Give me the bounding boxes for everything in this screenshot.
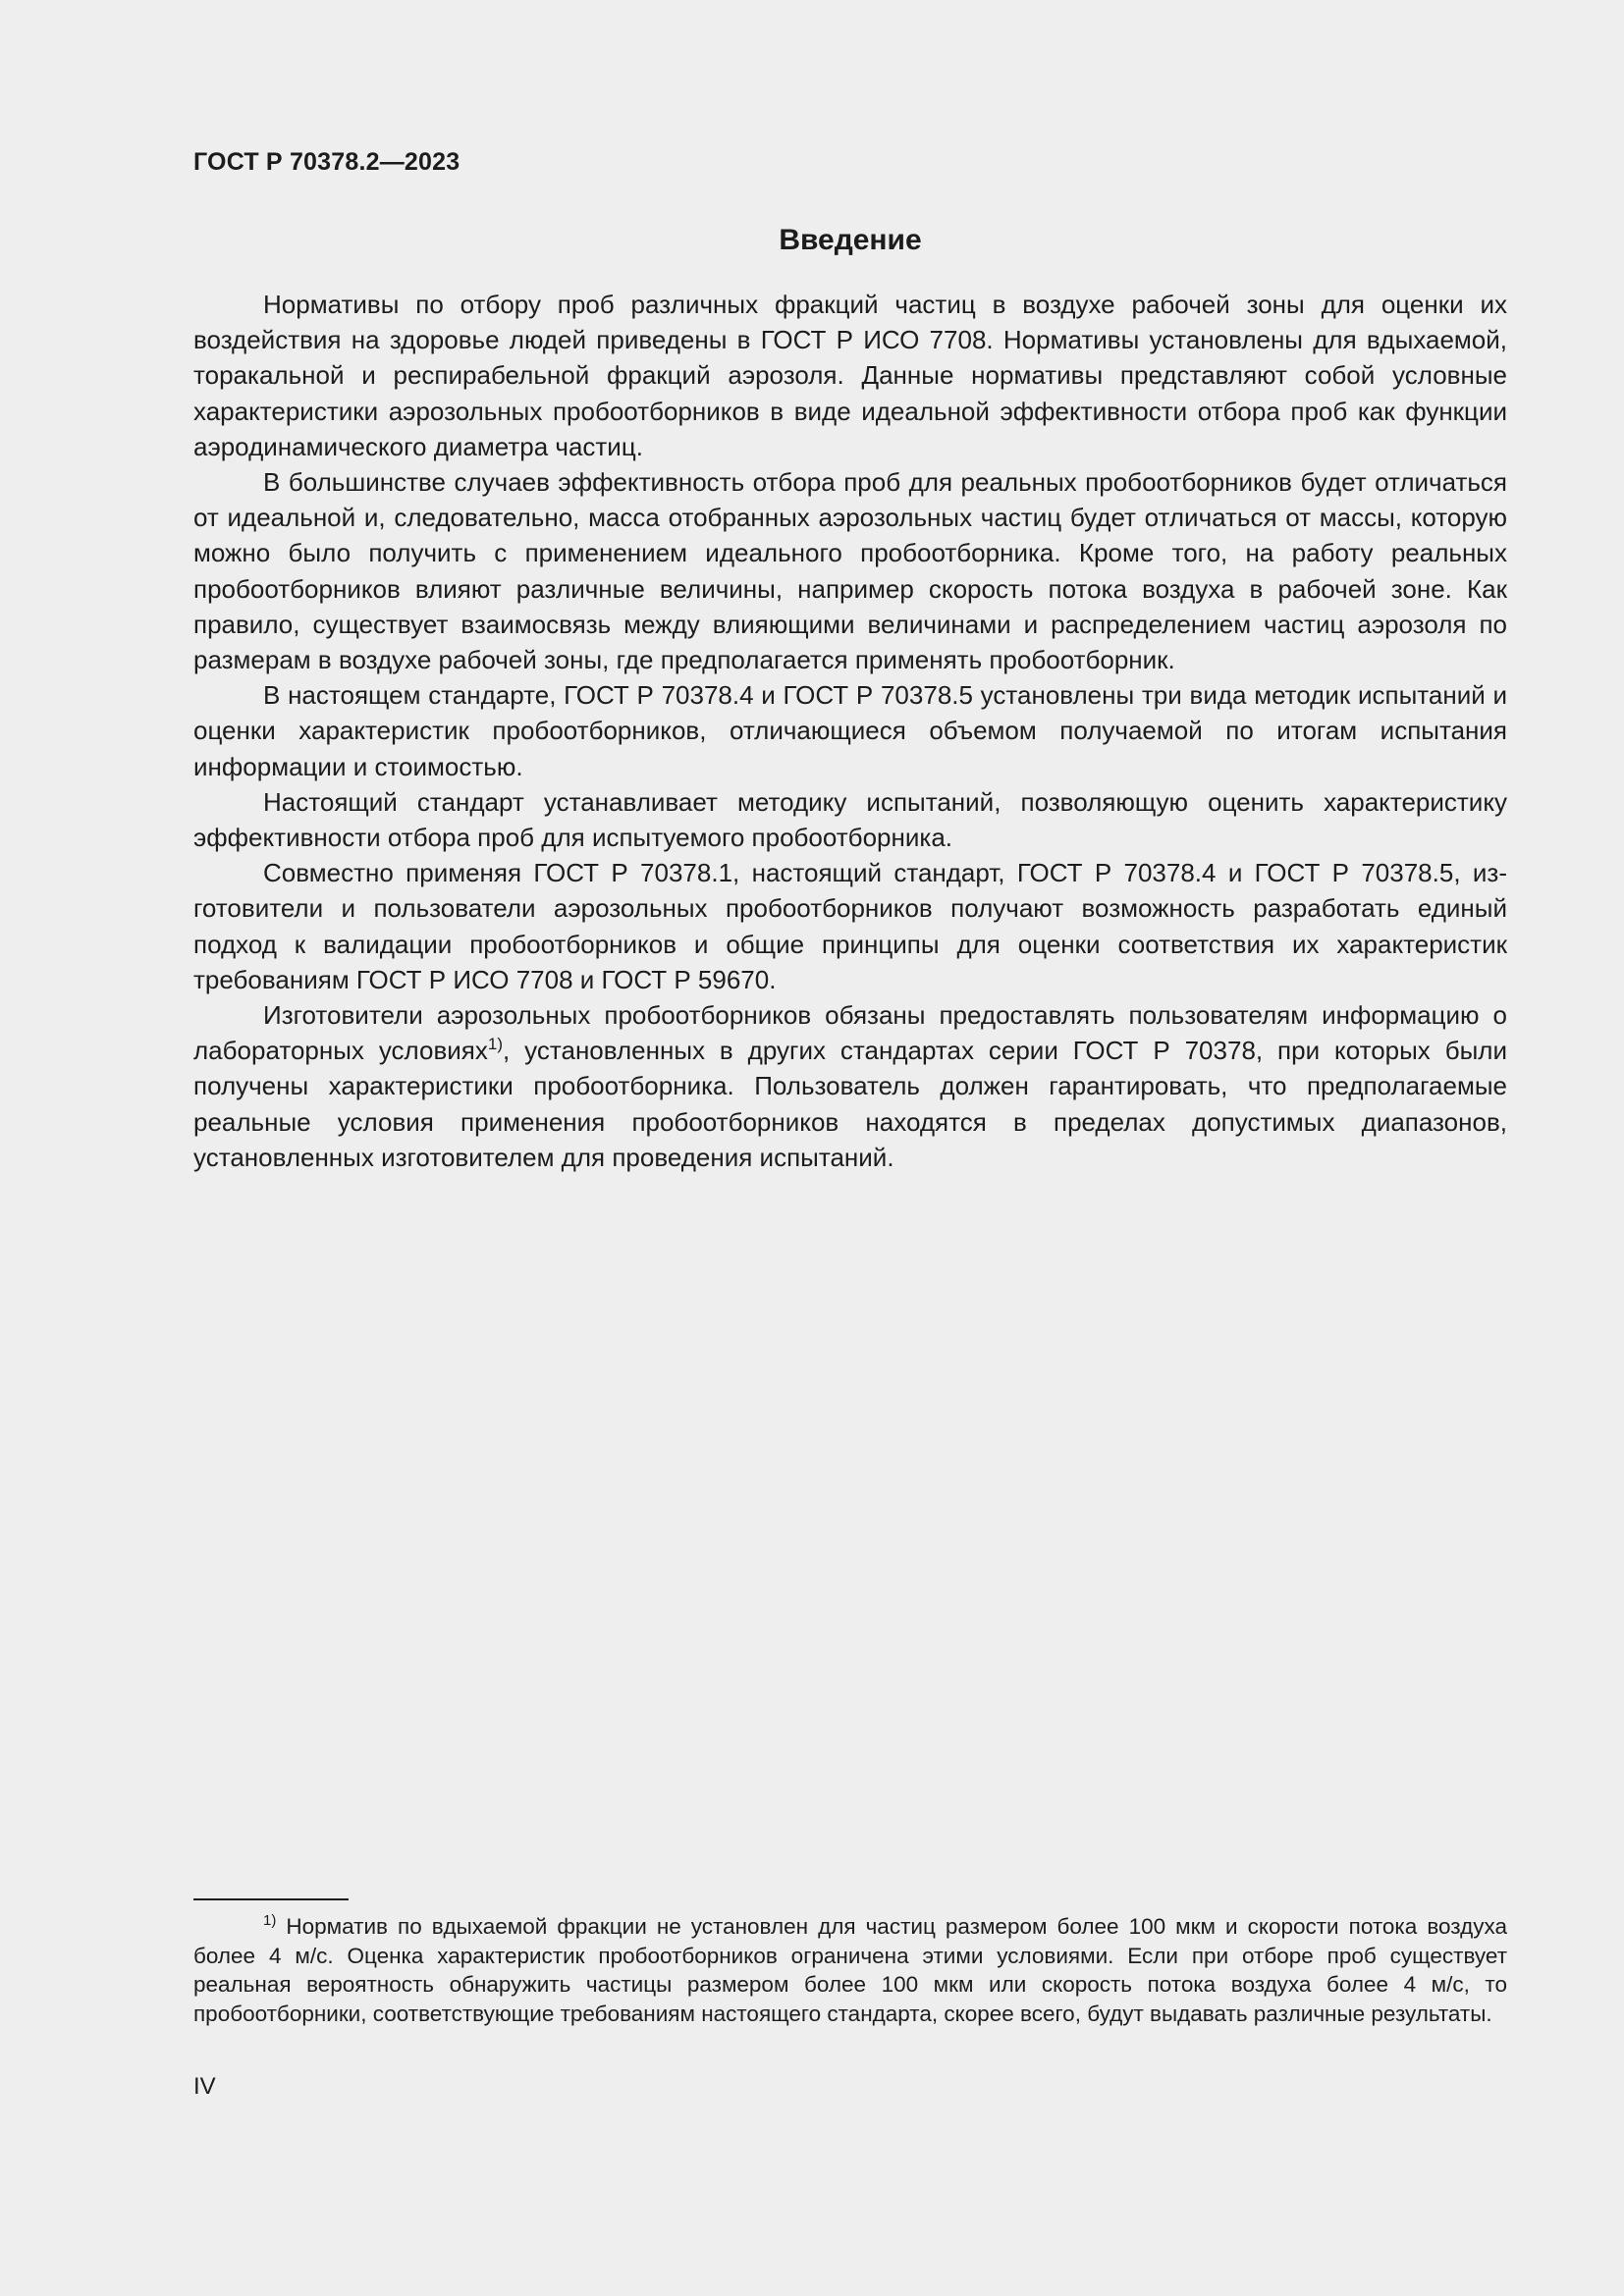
- paragraph-6: [193, 997, 1507, 1175]
- footnote-mark: 1): [263, 1912, 277, 1929]
- page-number: IV: [193, 2073, 216, 2100]
- paragraph-5: Совместно применяя ГОСТ Р 70378.1, настоящий стандарт, ГОСТ Р 70378.4 и ГОСТ Р 70378.5, изготовители и пользователи аэрозольных пробоотборников получают возможность разработать единый подход к валидации пробоотборников и общие принципы для оценки соответствия их характеристик требованиям ГОСТ Р ИСО 7708 и ГОСТ Р 59670.: [193, 858, 1507, 994]
- paragraph-4: Настоящий стандарт устанавливает методику испытаний, позволяющую оценить характеристику эффективности отбора проб для испытуемого пробоотборника.: [193, 786, 1507, 853]
- footnote-text: Норматив по вдыхаемой фракции не установлен для частиц размером более 100 мкм и скорости потока воздуха более 4 м/с. Оценка характеристик пробоотборников ограничена этими условиями. Если при отборе проб существует реальная вероятность обнаружить частицы размером более 100 мкм или скорость потока воздуха более 4 м/с, то пробоотборники, соответствующие требованиям настоящего стандарта, скорее всего, будут выдавать различные результаты.: [193, 1914, 1507, 2026]
- document-id: ГОСТ Р 70378.2—2023: [193, 148, 460, 176]
- paragraph-3: В настоящем стандарте, ГОСТ Р 70378.4 и ГОСТ Р 70378.5 установлены три вида методик испытаний и оценки характеристик пробоотборников, отличающиеся объемом получаемой по итогам испытания информации и стоимостью.: [193, 680, 1507, 781]
- section-title: Введение: [779, 224, 922, 256]
- paragraph-2: В большинстве случаев эффективность отбора проб для реальных пробоотборников будет отличаться от идеальной и, следовательно, масса отобранных аэрозольных частиц будет отличаться от массы, которую можно было получить с применением идеального пробоотборника. Кроме того, на работу реальных пробоотборников влияют различные величины, например скорость потока воздуха в рабочей зоне. Как правило, существует взаимосвязь между влияющими величинами и распределением частиц аэрозоля по размерам в воздухе рабочей зоны, где предполагается применять пробоотборник.: [193, 467, 1507, 675]
- footnote: [193, 1912, 1507, 2028]
- introduction-body: [193, 287, 1507, 1175]
- paragraph-6-text-before: Изготовители аэрозольных пробоотборников обязаны предоставлять пользователям информацию о лабораторных условиях: [193, 1000, 1507, 1066]
- paragraph-6-text-after: , установленных в других стандартах серии ГОСТ Р 70378, при которых были получены характеристики пробоотборника. Пользователь должен гарантировать, что предполагаемые реальные условия применения пробоотборников находятся в пределах допустимых диапазонов, установленных изготовителем для проведения испытаний.: [193, 1036, 1508, 1172]
- footnote-reference[interactable]: 1): [487, 1035, 504, 1054]
- paragraph-1: Нормативы по отбору проб различных фракций частиц в воздухе рабочей зоны для оценки их воздействия на здоровье людей приведены в ГОСТ Р ИСО 7708. Нормативы установлены для вдыхаемой, торакальной и респирабельной фракций аэрозоля. Данные нормативы представляют собой условные характеристики аэрозольных пробоотборников в виде идеальной эффективности отбора проб как функции аэродинамического диаметра частиц.: [193, 290, 1507, 461]
- footnote-separator: [193, 1898, 349, 1900]
